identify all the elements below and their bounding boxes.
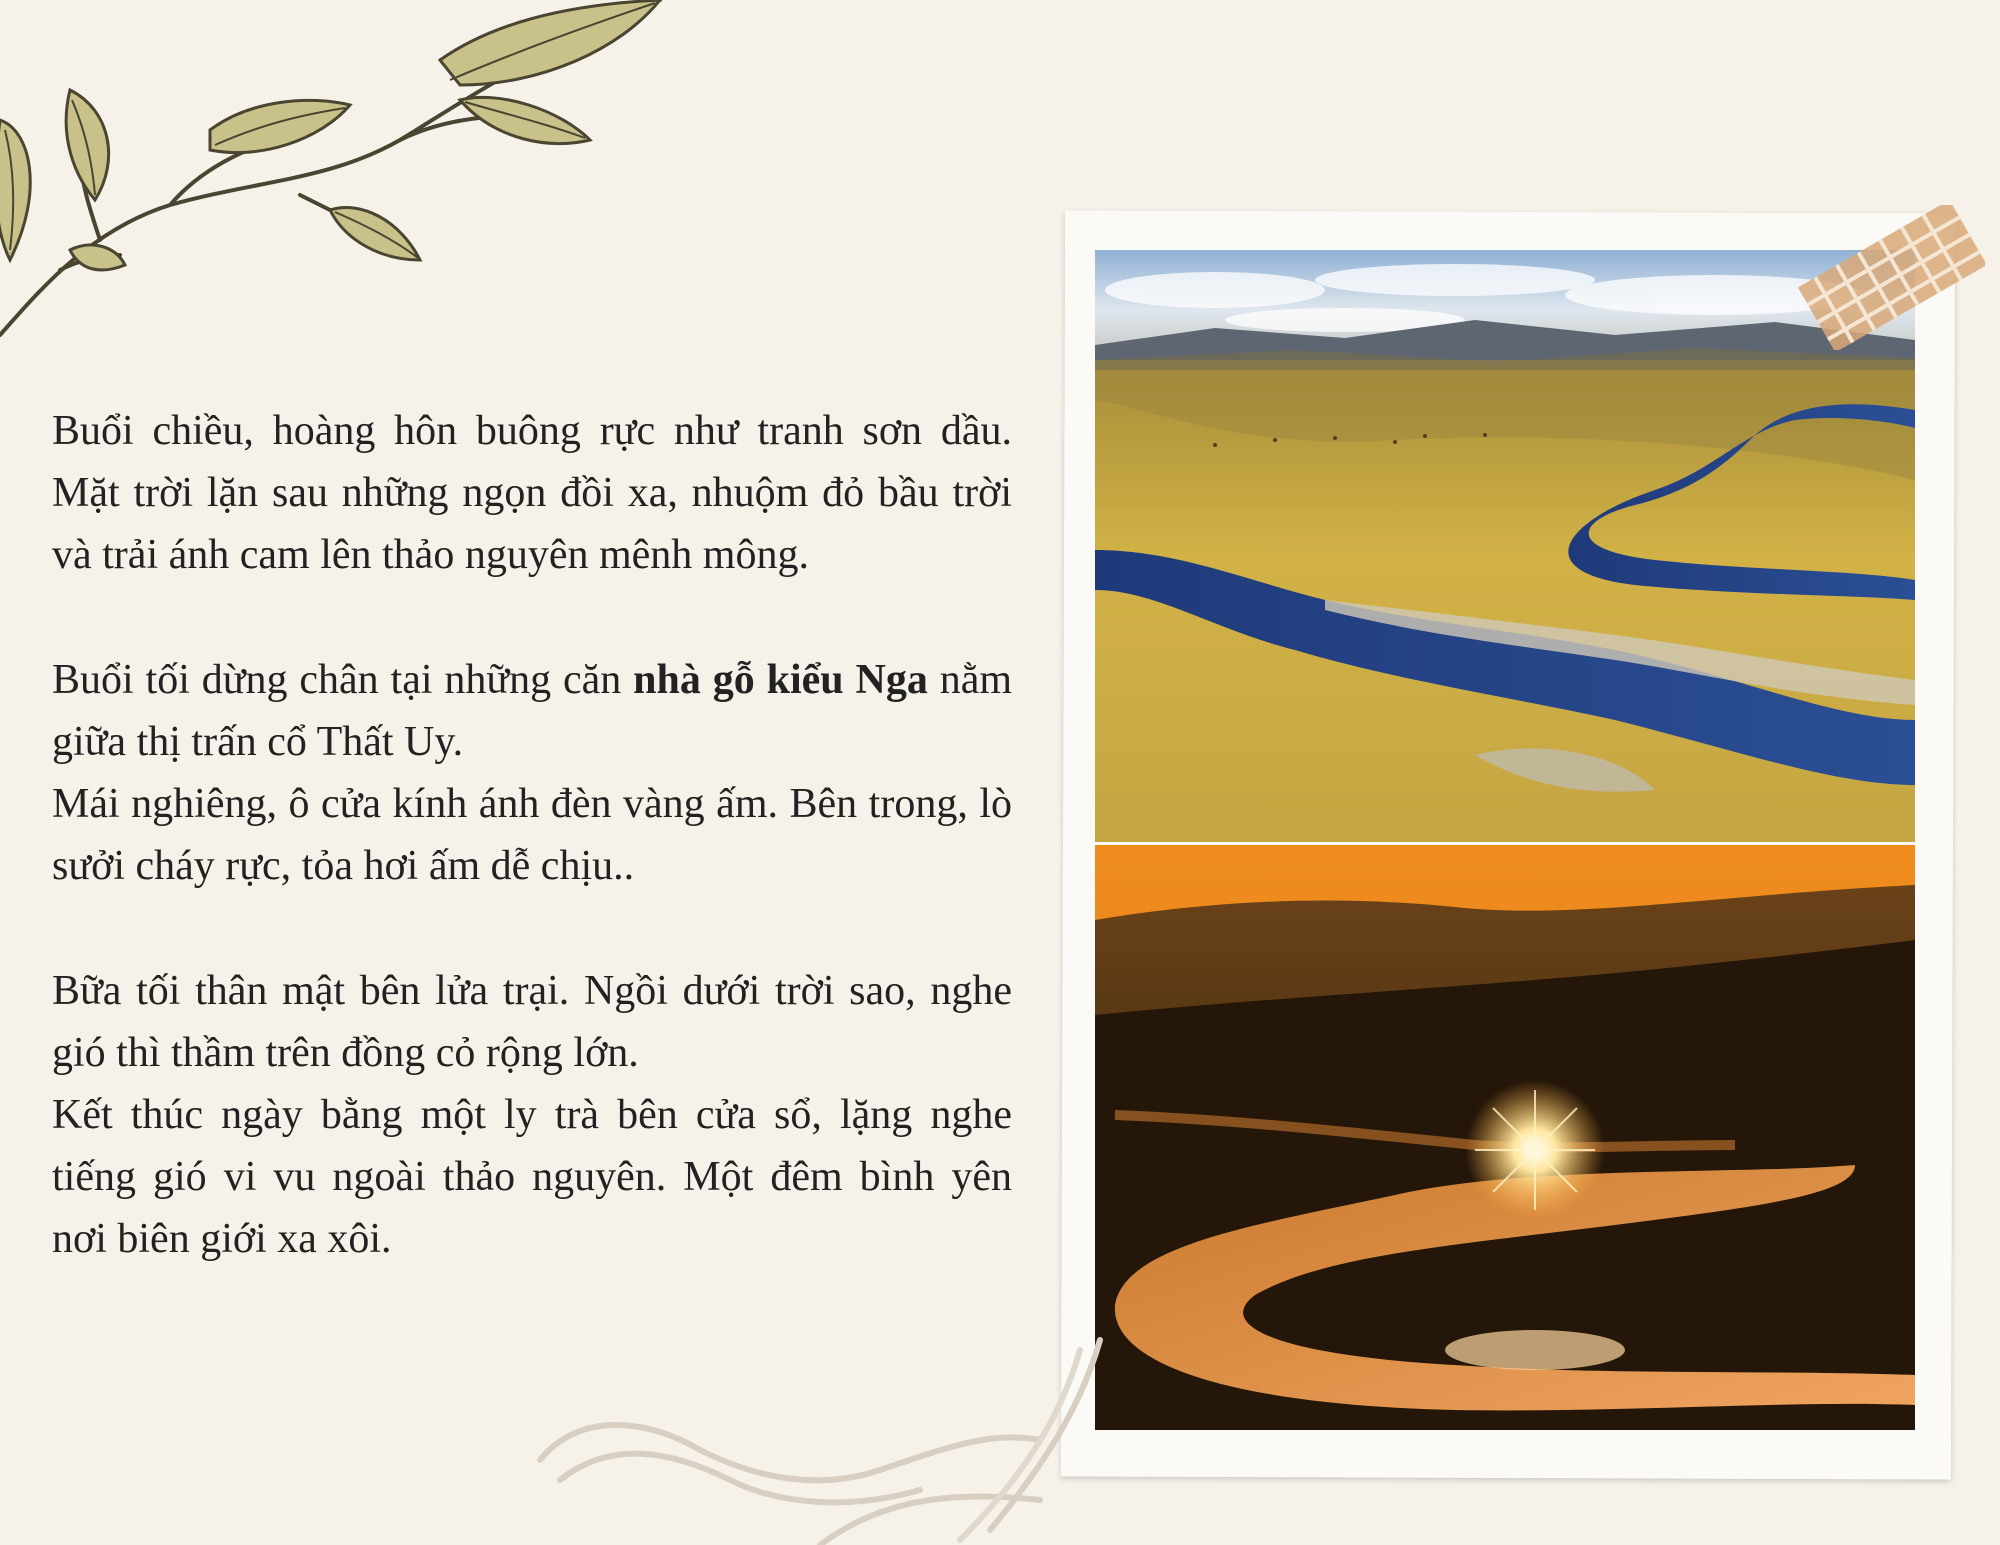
photo-grassland-river bbox=[1095, 250, 1915, 842]
evening-bold-phrase: nhà gỗ kiểu Nga bbox=[633, 657, 928, 703]
leaf-branch-icon bbox=[0, 0, 700, 350]
paragraph-sunset bbox=[52, 400, 1012, 586]
washi-tape-icon bbox=[1795, 205, 1985, 350]
evening-rest: nằm giữa thị trấn cổ Thất Uy. bbox=[52, 657, 1013, 765]
decorative-swirl-icon bbox=[520, 1330, 1340, 1545]
paragraph-evening-line1 bbox=[52, 649, 1012, 773]
article-text bbox=[52, 400, 1012, 1333]
paragraph-sunset-text: Buổi chiều, hoàng hôn buông rực như tranh sơn dầu. Mặt trời lặn sau những ngọn đồi xa, nhuộm đỏ bầu trời và trải ánh cam lên thảo nguyên mênh mông. bbox=[52, 408, 1012, 578]
paragraph-night-line1: Bữa tối thân mật bên lửa trại. Ngồi dưới trời sao, nghe gió thì thầm trên đồng cỏ rộng lớn. bbox=[52, 968, 1012, 1076]
paragraph-night-line2: Kết thúc ngày bằng một ly trà bên cửa sổ, lặng nghe tiếng gió vi vu ngoài thảo nguyên. Một đêm bình yên nơi biên giới xa xôi. bbox=[52, 1092, 1012, 1262]
paragraph-evening bbox=[52, 649, 1012, 897]
evening-intro: Buổi tối dừng chân tại những căn bbox=[52, 657, 634, 703]
paragraph-evening-line2: Mái nghiêng, ô cửa kính ánh đèn vàng ấm. Bên trong, lò sưởi cháy rực, tỏa hơi ấm dễ chịu.. bbox=[52, 781, 1012, 889]
paragraph-night bbox=[52, 960, 1012, 1270]
